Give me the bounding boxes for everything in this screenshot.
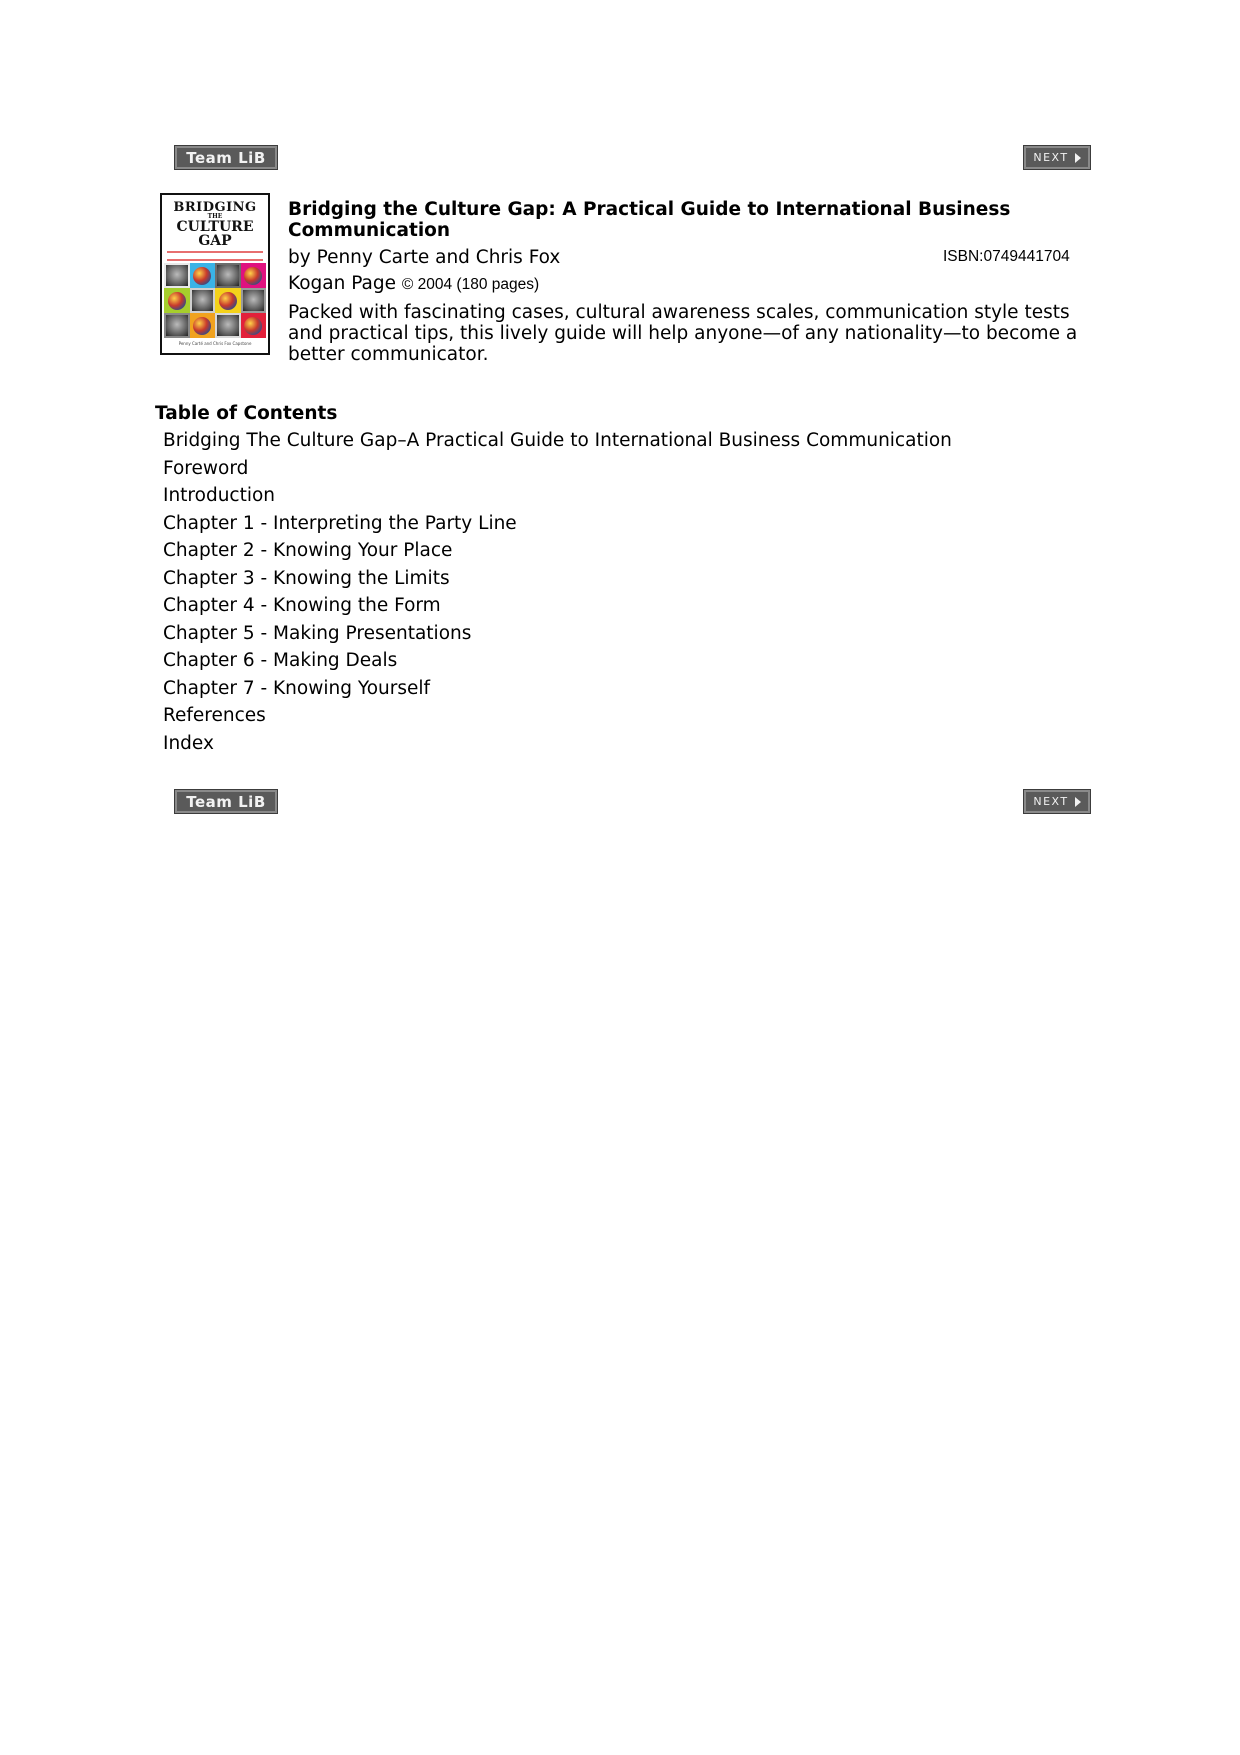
toc-item[interactable]: Chapter 3 - Knowing the Limits [163,567,450,589]
next-button[interactable] [1024,790,1090,813]
cover-title-line: GAP [198,233,232,249]
publisher-name: Kogan Page [288,273,397,294]
toc-item[interactable]: Introduction [163,485,276,506]
next-label: NEXT [1033,151,1069,164]
team-lib-label: Team LiB [186,792,266,811]
book-isbn: ISBN:0749441704 [943,248,1070,265]
toc-item[interactable]: References [163,705,266,726]
publication-meta: © 2004 (180 pages) [401,276,540,293]
cover-title [162,201,268,248]
cover-subtitle-band [167,251,263,261]
toc-item[interactable]: Chapter 2 - Knowing Your Place [163,540,453,561]
toc-item[interactable]: Chapter 7 - Knowing Yourself [163,677,431,699]
next-button[interactable] [1024,146,1090,169]
team-lib-button[interactable] [175,790,277,813]
arrow-right-icon [1075,153,1081,163]
toc-item[interactable]: Foreword [163,457,249,479]
book-cover-image [160,193,270,355]
toc-item[interactable]: Chapter 4 - Knowing the Form [163,595,441,616]
book-authors: by Penny Carte and Chris Fox [288,247,561,268]
book-title: Bridging the Culture Gap: A Practical Guide to International Business Communication [288,199,1011,241]
cover-title-line: THE [207,213,223,220]
cover-title-line: CULTURE [176,219,254,235]
team-lib-label: Team LiB [186,148,266,167]
toc-item[interactable]: Chapter 5 - Making Presentations [163,622,472,644]
cover-photo-grid [164,263,266,338]
toc-item[interactable]: Bridging The Culture Gap–A Practical Guide to International Business Communication [163,430,952,451]
book-description: Packed with fascinating cases, cultural awareness scales, communication style tests and practical tips, this lively guide will help anyone—of any nationality—to become a better communicator. [288,302,1078,365]
toc-item[interactable]: Chapter 1 - Interpreting the Party Line [163,512,517,534]
next-label: NEXT [1033,795,1069,808]
toc-item[interactable]: Chapter 6 - Making Deals [163,650,398,671]
arrow-right-icon [1075,797,1081,807]
team-lib-button[interactable] [175,146,277,169]
toc-heading: Table of Contents [155,403,338,424]
cover-title-line: BRIDGING [173,200,257,215]
book-publisher-line [288,273,539,294]
cover-footer: Penny Carté and Chris Fox Capstone [178,341,252,346]
toc-item[interactable]: Index [163,732,214,754]
toc-list [163,430,952,760]
